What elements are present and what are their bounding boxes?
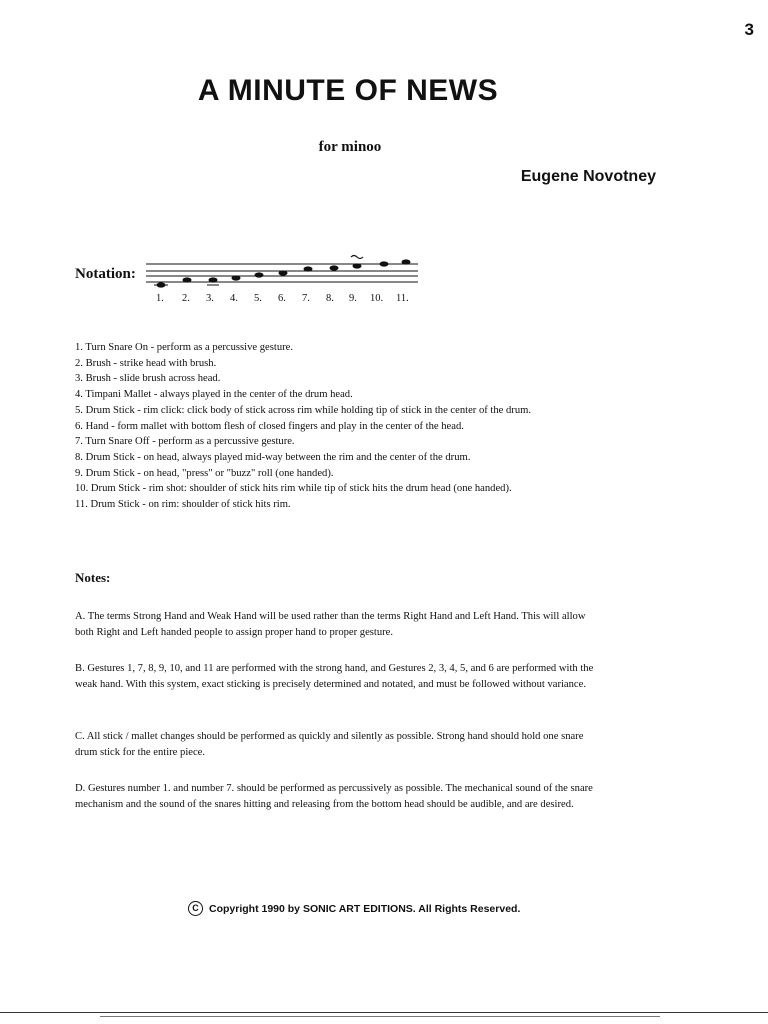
legend-item: 11. Drum Stick - on rim: shoulder of stick hits rim. [75,499,291,511]
notes [154,256,411,288]
legend-item: 6. Hand - form mallet with bottom flesh of closed fingers and play in the center of the head. [75,420,464,432]
legend-item: 7. Turn Snare Off - perform as a percussive gesture. [75,436,295,448]
gesture-number: 1. [156,293,164,304]
gesture-number: 4. [230,293,238,304]
note-head-8 [330,265,339,270]
gesture-number: 5. [254,293,262,304]
notation-label: Notation: [75,266,136,282]
copyright-notice [188,901,520,916]
page-number: 3 [744,20,754,39]
page-title: A MINUTE OF NEWS [197,74,499,107]
legend-item: 8. Drum Stick - on head, always played mid-way between the rim and the center of the drum. [75,451,471,463]
gesture-number: 2. [182,293,190,304]
notation-legend [75,340,531,513]
gesture-number: 9. [349,293,357,304]
note-head-4 [232,275,241,280]
note-head-7 [304,266,313,271]
note-d: D. Gestures number 1. and number 7. should be performed as percussively as possible. The mechanical sound of the snare mechanism and the sound of the snares hitting and releasing from the bottom head should be audible, and are desired. [75,783,593,810]
gesture-number: 10. [370,293,384,304]
legend-item: 5. Drum Stick - rim click: click body of stick across rim while holding tip of stick in the center of the drum. [75,404,532,416]
note-a: A. The terms Strong Hand and Weak Hand will be used rather than the terms Right Hand and Left Hand. This will allow both Right and Left handed people to assign proper hand to proper gesture. [75,611,586,638]
legend-item: 10. Drum Stick - rim shot: shoulder of stick hits rim while tip of stick hits the drum head (one handed). [75,483,512,495]
legend-item: 2. Brush - strike head with brush. [75,357,217,369]
bottom-rule [0,1012,768,1013]
notes-heading: Notes: [75,570,111,585]
bottom-rule [100,1016,660,1017]
legend-item: 3. Brush - slide brush across head. [75,373,221,385]
note-head-5 [255,272,264,277]
gesture-number: 11. [396,293,409,304]
note-head-3 [209,277,218,282]
buzz-roll-mark [351,256,363,259]
note-head-11 [402,259,411,264]
note-head-10 [380,261,389,266]
legend-item: 4. Timpani Mallet - always played in the center of the drum head. [75,389,353,401]
note-head-9 [353,263,362,268]
gesture-number: 7. [302,293,310,304]
dedication: for minoo [318,139,382,155]
note-head-6 [279,270,288,275]
notation-staff [140,244,430,310]
note-c: C. All stick / mallet changes should be performed as quickly and silently as possible. Strong hand should hold one snare drum stick for the entire piece. [75,731,584,758]
legend-item: 9. Drum Stick - on head, "press" or "buzz" roll (one handed). [75,467,334,479]
note-b: B. Gestures 1, 7, 8, 9, 10, and 11 are performed with the strong hand, and Gestures 2, 3, 4, 5, and 6 are performed with the weak hand. With this system, exact sticking is precisely determined and notated, and must be followed without variance. [75,663,594,690]
gesture-number: 8. [326,293,334,304]
copyright-text: Copyright 1990 by SONIC ART EDITIONS. All Rights Reserved. [209,902,521,915]
gesture-number: 3. [206,293,214,304]
note-head-2 [183,277,192,282]
copyright-icon: C [188,901,203,916]
gesture-numbers [156,293,409,304]
legend-item: 1. Turn Snare On - perform as a percussive gesture. [75,342,294,353]
gesture-number: 6. [278,293,286,304]
composer-name: Eugene Novotney [520,168,656,185]
